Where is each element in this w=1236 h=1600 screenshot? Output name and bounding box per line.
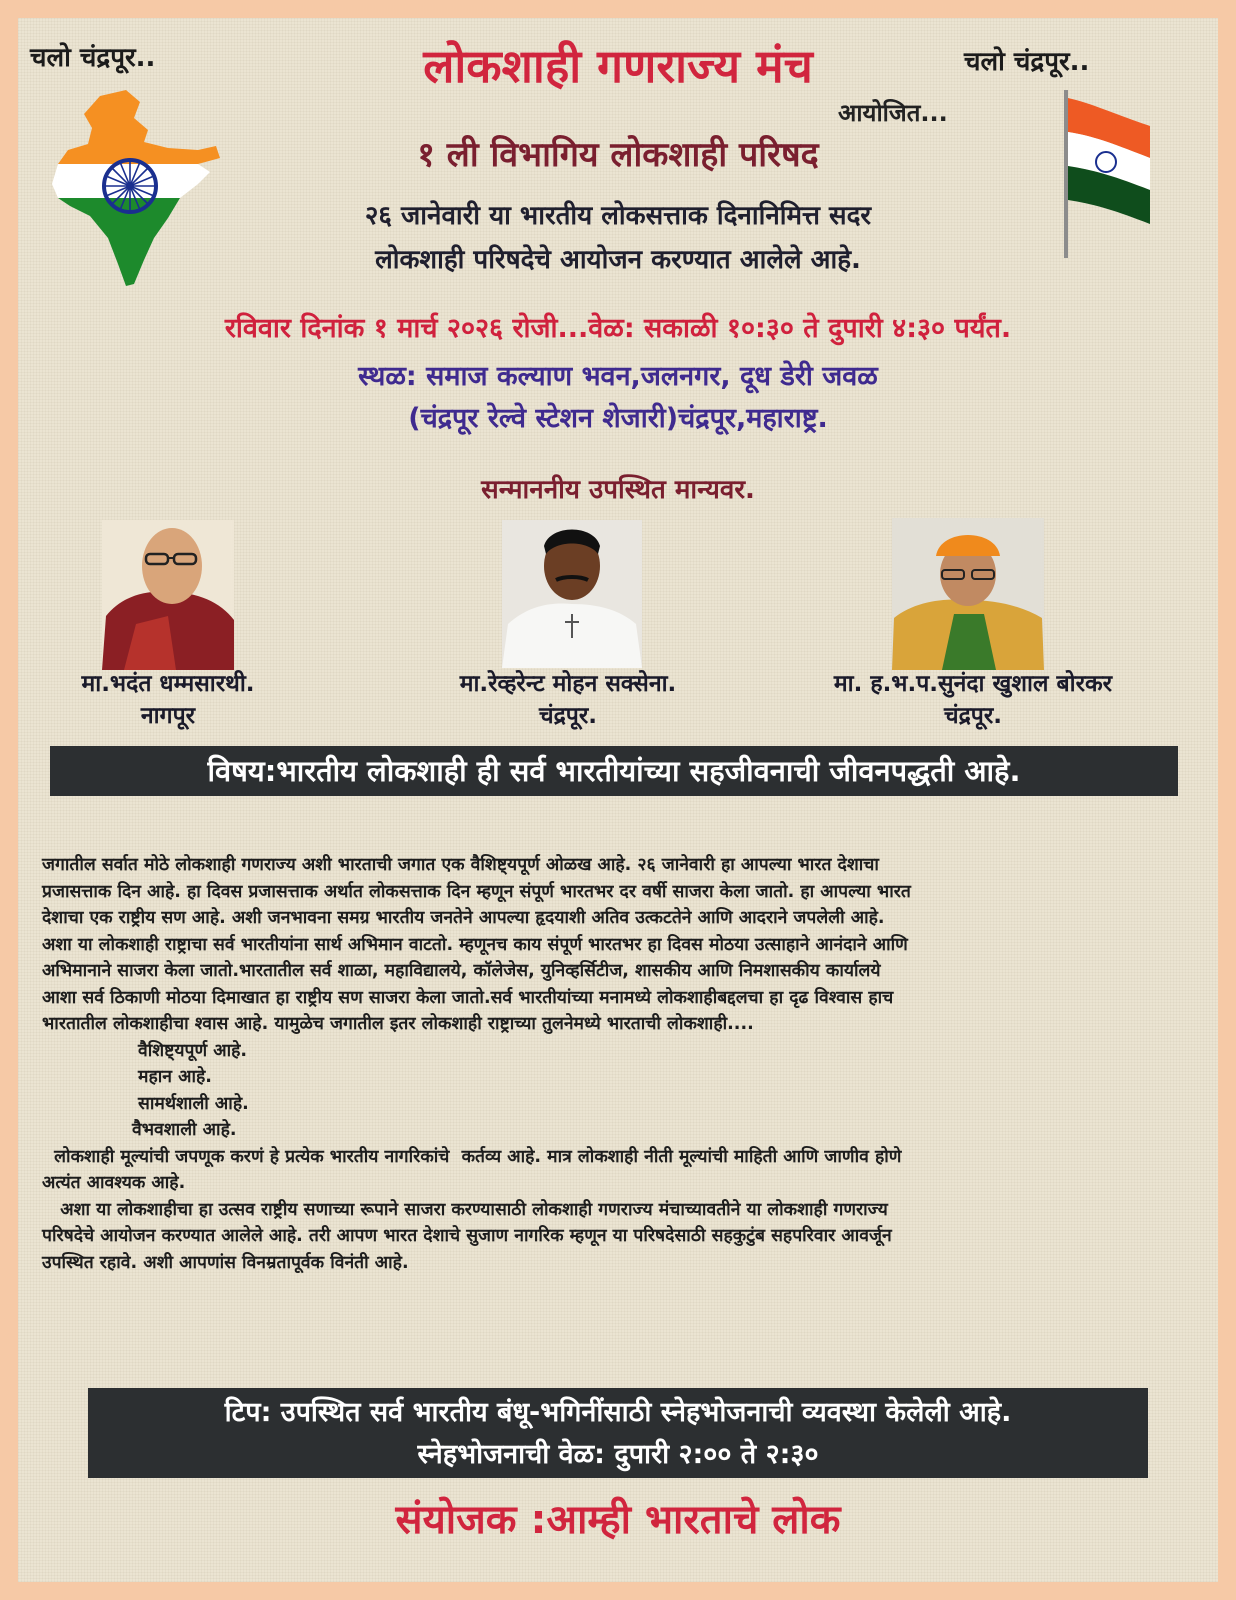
body-line: अत्यंत आवश्यक आहे. — [42, 1173, 186, 1193]
tip-line-2: स्नेहभोजनाची वेळ: दुपारी २:०० ते २:३० — [417, 1439, 819, 1470]
body-line: लोकशाही मूल्यांची जपणूक करणं हे प्रत्येक भारतीय नागरिकांचे कर्तव्य आहे. मात्र लोकशाही नीती मूल्यांची माहिती आणि जाणीव होणे — [42, 1146, 902, 1167]
guest-2-name: मा.रेव्हरेन्ट मोहन सक्सेना. — [459, 671, 677, 697]
chalo-left: चलो चंद्रपूर.. — [30, 43, 156, 73]
intro-line-1: २६ जानेवारी या भारतीय लोकसत्ताक दिनानिमित्त सदर — [364, 201, 872, 231]
poster-title: लोकशाही गणराज्य मंच — [423, 39, 813, 93]
body-line: आशा सर्व ठिकाणी मोठया दिमाखात हा राष्ट्रीय सण साजरा केला जातो.सर्व भारतीयांच्या मनामध्ये लोकशाहीबद्दलचा हा दृढ विश्वास हाच — [42, 987, 894, 1008]
body-line: अभिमानाने साजरा केला जातो.भारतातील सर्व शाळा, महाविद्यालये, कॉलेजेस, युनिव्हर्सिटीज, शासकीय आणि निमशासकीय कार्यालये — [42, 961, 881, 981]
body-line: जगातील सर्वात मोठे लोकशाही गणराज्य अशी भारताची जगात एक वैशिष्ट्यपूर्ण ओळख आहे. २६ जानेवारी हा आपल्या भारत देशाचा — [42, 855, 879, 875]
organizer: संयोजक :आम्ही भारताचे लोक — [395, 1497, 841, 1543]
body-line: देशाचा एक राष्ट्रीय सण आहे. अशी जनभावना समग्र भारतीय जनतेने आपल्या हृदयाशी अतिव उत्कटतेने आणि आदराने जपलेली आहे. — [42, 908, 885, 928]
body-text — [42, 852, 1192, 1276]
intro-line-2: लोकशाही परिषदेचे आयोजन करण्यात आलेले आहे. — [375, 245, 861, 275]
guest-1-city: नागपूर — [140, 703, 196, 729]
subject-banner: विषय:भारतीय लोकशाही ही सर्व भारतीयांच्या सहजीवनाची जीवनपद्धती आहे. — [50, 746, 1178, 796]
list-item: वैभवशाली आहे. — [132, 1120, 237, 1140]
guests-heading: सन्माननीय उपस्थित मान्यवर. — [481, 475, 755, 505]
guest-photo-1 — [102, 520, 234, 670]
guest-1 — [18, 668, 318, 732]
body-line: प्रजासत्ताक दिन आहे. हा दिवस प्रजासत्ताक अर्थात लोकसत्ताक दिन म्हणून संपूर्ण भारतभर दर वर्षी साजरा केला जातो. हा आपल्या भारत — [42, 881, 911, 902]
venue-line-1: स्थळ: समाज कल्याण भवन,जलनगर, दूध डेरी जवळ — [358, 361, 878, 392]
body-line: परिषदेचे आयोजन करण्यात आलेले आहे. तरी आपण भारत देशाचे सुजाण नागरिक म्हणून या परिषदेसाठी सहकुटुंब सहपरिवार आवर्जून — [42, 1226, 892, 1246]
list-item: वैशिष्ट्यपूर्ण आहे. — [138, 1040, 248, 1061]
poster — [18, 18, 1218, 1582]
guest-photo-2 — [502, 520, 642, 668]
guest-2-city: चंद्रपूर. — [538, 703, 598, 729]
list-item: सामर्थशाली आहे. — [138, 1093, 249, 1114]
venue-line-2: (चंद्रपूर रेल्वे स्टेशन शेजारी)चंद्रपूर,महाराष्ट्र. — [408, 403, 828, 434]
organized-by: आयोजित... — [838, 99, 948, 127]
indian-flag-icon — [1054, 84, 1164, 264]
body-line: उपस्थित रहावे. अशी आपणांस विनम्रतापूर्वक विनंती आहे. — [42, 1252, 409, 1273]
guest-3-city: चंद्रपूर. — [943, 703, 1003, 729]
event-date-time: रविवार दिनांक १ मार्च २०२६ रोजी...वेळ: सकाळी १०:३० ते दुपारी ४:३० पर्यंत. — [224, 313, 1012, 344]
guest-1-name: मा.भदंत धम्मसारथी. — [81, 671, 255, 697]
guest-2 — [398, 668, 738, 732]
guest-3-name: मा. ह.भ.प.सुनंदा खुशाल बोरकर — [833, 671, 1113, 697]
body-line: भारतातील लोकशाहीचा श्वास आहे. यामुळेच जगातील इतर लोकशाही राष्ट्राच्या तुलनेमध्ये भारताची लोकशाही.... — [42, 1014, 754, 1034]
poster-subtitle: १ ली विभागिय लोकशाही परिषद — [417, 135, 819, 175]
chalo-right: चलो चंद्रपूर.. — [964, 47, 1090, 77]
body-line: अशा या लोकशाहीचा हा उत्सव राष्ट्रीय सणाच्या रूपाने साजरा करण्यासाठी लोकशाही गणराज्य मंचाच्यावतीने या लोकशाही गणराज्य — [42, 1199, 888, 1220]
guest-photo-3 — [892, 518, 1044, 670]
tip-line-1: टिप: उपस्थित सर्व भारतीय बंधू-भगिनींसाठी स्नेहभोजनाची व्यवस्था केलेली आहे. — [224, 1397, 1012, 1428]
body-line: अशा या लोकशाही राष्ट्राचा सर्व भारतीयांना सार्थ अभिमान वाटतो. म्हणूनच काय संपूर्ण भारतभर हा दिवस मोठया उत्साहाने आनंदाने आणि — [42, 934, 908, 955]
list-item: महान आहे. — [138, 1067, 212, 1087]
tip-banner — [88, 1388, 1148, 1478]
guest-3 — [778, 668, 1168, 732]
